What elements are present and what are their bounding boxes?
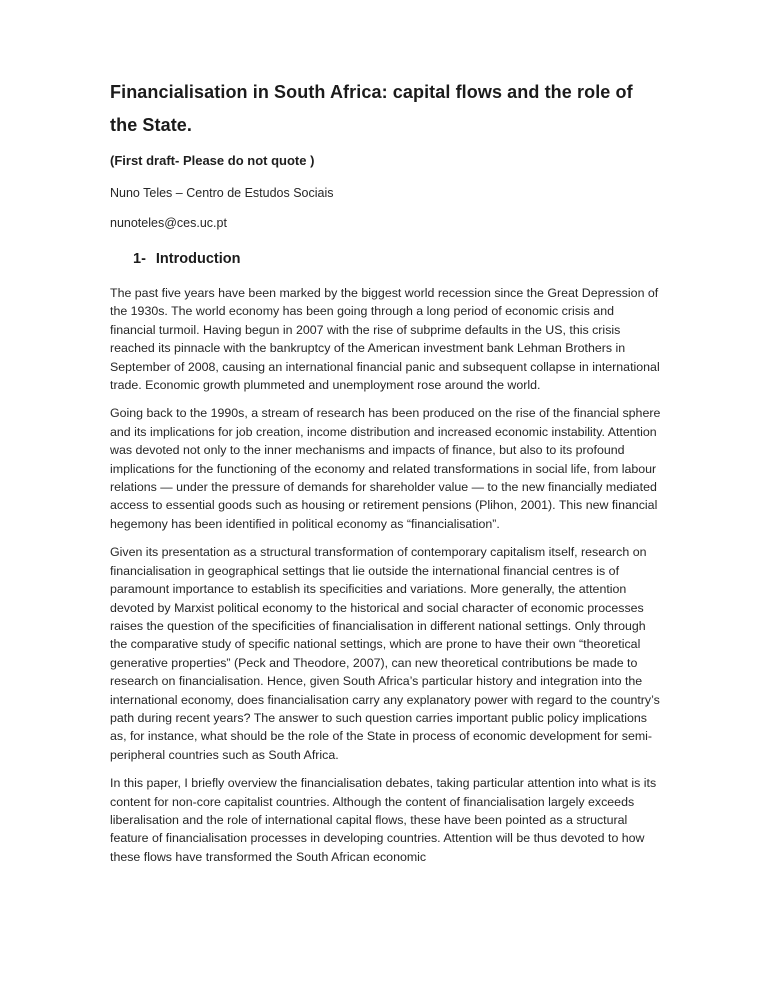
author-line: Nuno Teles – Centro de Estudos Sociais: [110, 186, 334, 200]
paragraph-3: Given its presentation as a structural transformation of contemporary capitalism itself, research on financialisation in geographical settings that lie outside the international financial centres is of paramount importance to establish its specificities and variations. More generally, the attention devoted by Marxist political economy to the historical and social character of economic processes raises the question of the specificities of financialisation in different national settings. Only through the comparative study of specific national settings, which are prone to have their own “theoretical generative properties” (Peck and Theodore, 2007), can new theoretical contributions be made to research on financialisation. Hence, given South Africa’s particular history and integration into the international economy, does financialisation carry any explanatory power with regard to the country’s path during recent years? The answer to such question carries important public policy implications as, for instance, what should be the role of the State in process of economic development for semi-peripheral countries such as South Africa.: [110, 545, 660, 762]
section-number: 1-: [133, 251, 146, 267]
paragraph-1: The past five years have been marked by the biggest world recession since the Great Depression of the 1930s. The world economy has been going through a long period of economic crisis and financial turmoil. Having begun in 2007 with the rise of subprime defaults in the US, this crisis reached its pinnacle with the bankruptcy of the American investment bank Lehman Brothers in September of 2008, causing an international financial panic and subsequent collapse in international trade. Economic growth plummeted and unemployment rose around the world.: [110, 286, 660, 393]
section-heading-introduction: [133, 249, 661, 269]
author-email: nunoteles@ces.uc.pt: [110, 216, 227, 230]
paper-title: Financialisation in South Africa: capital flows and the role of the State.: [110, 82, 633, 135]
paragraph-4: In this paper, I briefly overview the financialisation debates, taking particular attention into what is its content for non-core capitalist countries. Although the content of financialisation largely exceeds liberalisation and the role of international capital flows, these have been pointed as a structural feature of financialisation processes in developing countries. Attention will be thus devoted to how these flows have transformed the South African economic: [110, 776, 657, 864]
paragraph-2: Going back to the 1990s, a stream of research has been produced on the rise of the financial sphere and its implications for job creation, income distribution and increased economic instability. Attention was devoted not only to the inner mechanisms and impacts of finance, but also to its profound implications for the functioning of the economy and related transformations in social life, from labour relations — under the pressure of demands for shareholder value — to the new financially mediated access to essential goods such as housing or retirement pensions (Plihon, 2001). This new financial hegemony has been identified in political economy as “financialisation”.: [110, 406, 661, 531]
section-label: Introduction: [155, 251, 241, 267]
draft-note: (First draft- Please do not quote ): [110, 153, 315, 168]
